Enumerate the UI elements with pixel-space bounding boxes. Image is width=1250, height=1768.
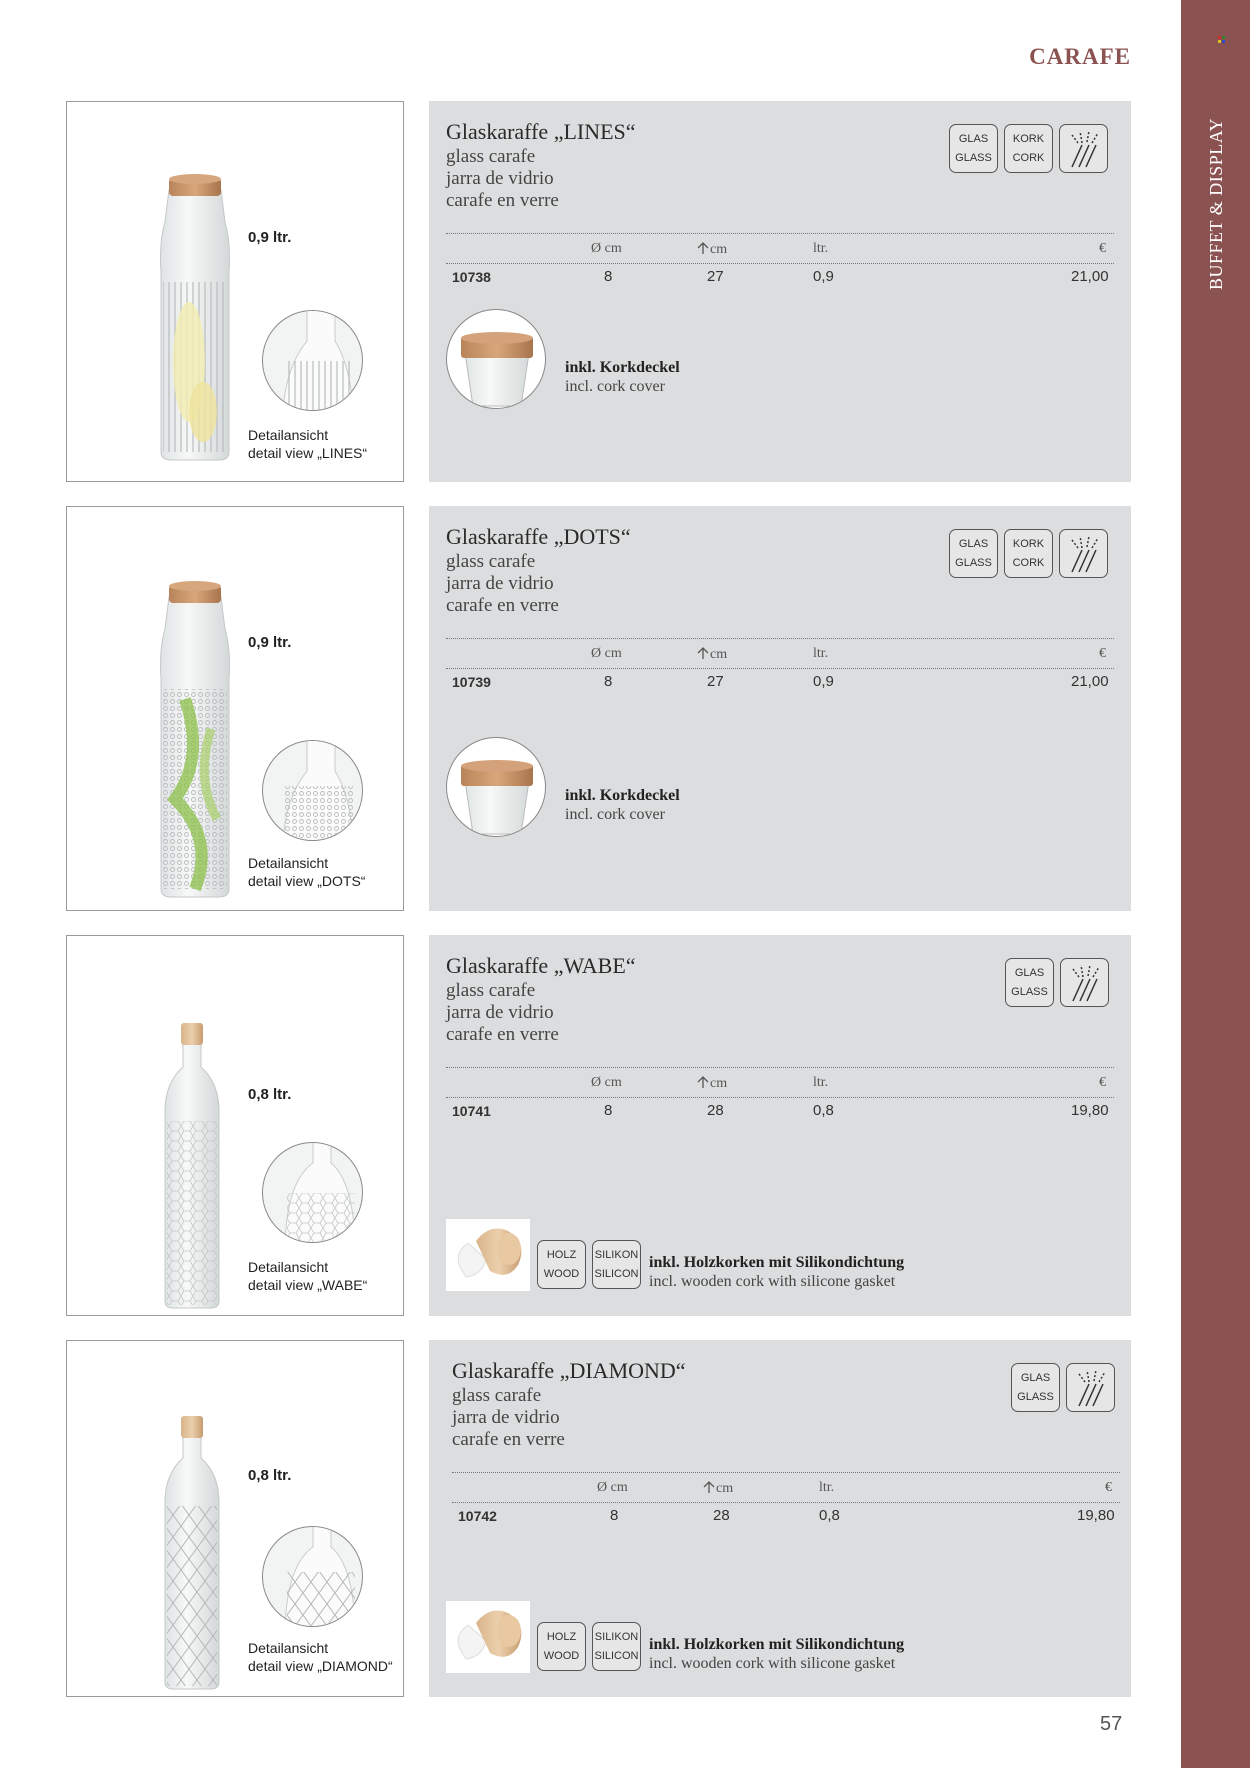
header-diameter: Ø cm	[591, 1075, 622, 1090]
material-badges	[1011, 1363, 1115, 1412]
detail-caption: Detailansicht detail view „WABE“	[248, 1259, 368, 1293]
header-height: cm	[696, 241, 727, 258]
liters-value: 0,9	[813, 268, 834, 285]
carafe-lines-image	[155, 172, 235, 462]
header-price: €	[1105, 1480, 1112, 1495]
detail-caption: Detailansicht detail view „DIAMOND“	[248, 1640, 393, 1674]
dishwasher-safe-icon	[1059, 124, 1108, 173]
header-height: cm	[696, 1075, 727, 1092]
translation-fr: carafe en verre	[452, 1429, 565, 1450]
detail-view-circle	[262, 310, 363, 411]
cork-badge: KORK CORK	[1004, 529, 1053, 578]
volume-label: 0,8 ltr.	[248, 1467, 292, 1484]
product-title: Glaskaraffe „DIAMOND“	[452, 1358, 686, 1383]
product-photo-wabe	[66, 935, 404, 1316]
lid-caption-de: inkl. Korkdeckel	[565, 787, 680, 804]
article-number: 10738	[452, 269, 491, 285]
product-info-wabe	[429, 935, 1131, 1316]
header-diameter: Ø cm	[597, 1480, 628, 1495]
material-badges	[949, 124, 1108, 173]
glass-badge: GLAS GLASS	[1011, 1363, 1060, 1412]
dishwasher-safe-icon	[1066, 1363, 1115, 1412]
product-photo-lines	[66, 101, 404, 482]
header-height: cm	[702, 1480, 733, 1497]
lid-caption-en: incl. wooden cork with silicone gasket	[649, 1655, 896, 1672]
product-title: Glaskaraffe „LINES“	[446, 119, 636, 144]
translation-es: jarra de vidrio	[446, 573, 554, 594]
height-value: 28	[713, 1507, 730, 1524]
wooden-cork-image	[446, 1219, 530, 1291]
translation-fr: carafe en verre	[446, 190, 559, 211]
header-liters: ltr.	[813, 1075, 829, 1090]
diameter-value: 8	[610, 1507, 619, 1524]
lid-caption-en: incl. wooden cork with silicone gasket	[649, 1273, 896, 1290]
cork-lid-image	[446, 737, 546, 837]
page-number: 57	[1100, 1713, 1123, 1735]
translation-fr: carafe en verre	[446, 1024, 559, 1045]
wooden-cork-image	[446, 1601, 530, 1673]
article-number: 10741	[452, 1103, 491, 1119]
glass-badge: GLAS GLASS	[1005, 958, 1054, 1007]
lid-caption-de: inkl. Holzkorken mit Silikondichtung	[649, 1636, 905, 1653]
lid-caption-en: incl. cork cover	[565, 806, 665, 823]
lid-caption-de: inkl. Holzkorken mit Silikondichtung	[649, 1254, 905, 1271]
dishwasher-safe-icon	[1060, 958, 1109, 1007]
liters-value: 0,8	[819, 1507, 840, 1524]
liters-value: 0,9	[813, 673, 834, 690]
volume-label: 0,8 ltr.	[248, 1086, 292, 1103]
lid-caption-en: incl. cork cover	[565, 378, 665, 395]
product-info-dots	[429, 506, 1131, 911]
price-value: 21,00	[1071, 673, 1109, 690]
carafe-wabe-image	[157, 1021, 227, 1311]
product-photo-diamond	[66, 1340, 404, 1697]
article-number: 10739	[452, 674, 491, 690]
carafe-dots-image	[155, 579, 235, 899]
detail-view-circle	[262, 1142, 363, 1243]
silicone-badge: SILIKON SILICON	[592, 1240, 641, 1289]
translation-fr: carafe en verre	[446, 595, 559, 616]
cork-lid-image	[446, 309, 546, 409]
section-title: CARAFE	[1029, 44, 1131, 69]
translation-es: jarra de vidrio	[452, 1407, 560, 1428]
material-badges	[949, 529, 1108, 578]
diameter-value: 8	[604, 673, 613, 690]
lid-caption-de: inkl. Korkdeckel	[565, 359, 680, 376]
header-price: €	[1099, 1075, 1106, 1090]
header-price: €	[1099, 241, 1106, 256]
volume-label: 0,9 ltr.	[248, 229, 292, 246]
glass-badge: GLAS GLASS	[949, 529, 998, 578]
height-value: 27	[707, 673, 724, 690]
detail-view-circle	[262, 1526, 363, 1627]
translation-en: glass carafe	[452, 1385, 542, 1406]
header-price: €	[1099, 646, 1106, 661]
product-title: Glaskaraffe „DOTS“	[446, 524, 631, 549]
color-marks-icon	[1218, 36, 1226, 44]
height-value: 28	[707, 1102, 724, 1119]
glass-badge: GLAS GLASS	[949, 124, 998, 173]
wood-badge: HOLZ WOOD	[537, 1622, 586, 1671]
lid-material-badges	[537, 1622, 641, 1671]
lid-material-badges	[537, 1240, 641, 1289]
header-liters: ltr.	[813, 646, 829, 661]
product-photo-dots	[66, 506, 404, 911]
price-value: 19,80	[1077, 1507, 1115, 1524]
material-badges	[1005, 958, 1109, 1007]
detail-caption: Detailansicht detail view „DOTS“	[248, 855, 366, 889]
product-title: Glaskaraffe „WABE“	[446, 953, 636, 978]
translation-en: glass carafe	[446, 551, 536, 572]
price-value: 19,80	[1071, 1102, 1109, 1119]
product-info-lines	[429, 101, 1131, 482]
translation-es: jarra de vidrio	[446, 1002, 554, 1023]
detail-view-circle	[262, 740, 363, 841]
cork-badge: KORK CORK	[1004, 124, 1053, 173]
translation-en: glass carafe	[446, 980, 536, 1001]
header-liters: ltr.	[813, 241, 829, 256]
translation-en: glass carafe	[446, 146, 536, 167]
article-number: 10742	[458, 1508, 497, 1524]
wood-badge: HOLZ WOOD	[537, 1240, 586, 1289]
translation-es: jarra de vidrio	[446, 168, 554, 189]
dishwasher-safe-icon	[1059, 529, 1108, 578]
height-value: 27	[707, 268, 724, 285]
header-liters: ltr.	[819, 1480, 835, 1495]
diameter-value: 8	[604, 268, 613, 285]
price-value: 21,00	[1071, 268, 1109, 285]
product-info-diamond	[429, 1340, 1131, 1697]
carafe-diamond-image	[157, 1416, 227, 1692]
liters-value: 0,8	[813, 1102, 834, 1119]
silicone-badge: SILIKON SILICON	[592, 1622, 641, 1671]
diameter-value: 8	[604, 1102, 613, 1119]
detail-caption: Detailansicht detail view „LINES“	[248, 427, 368, 461]
header-height: cm	[696, 646, 727, 663]
volume-label: 0,9 ltr.	[248, 634, 292, 651]
header-diameter: Ø cm	[591, 241, 622, 256]
header-diameter: Ø cm	[591, 646, 622, 661]
